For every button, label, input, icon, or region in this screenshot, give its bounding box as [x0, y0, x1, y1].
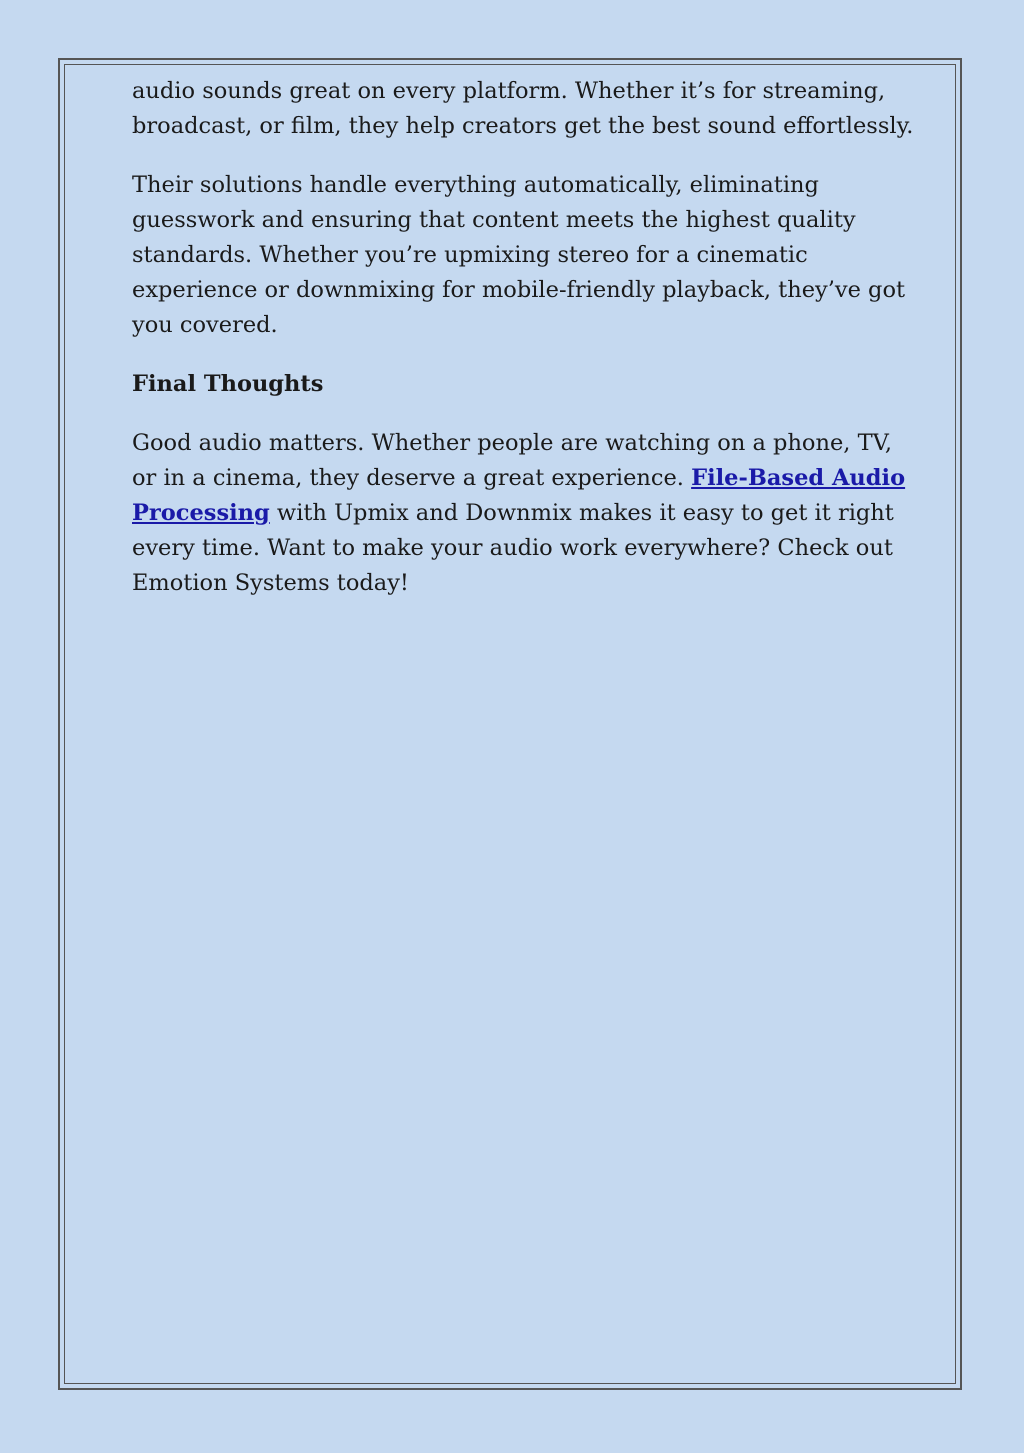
- paragraph-solutions: Their solutions handle everything automatically, eliminating guesswork and ensuring that content meets the highest quality standards. Whether you’re upmixing stereo for a cinematic experience or downmixing for mobile-friendly playback, they’ve got you covered.: [132, 172, 906, 338]
- section-heading: Final Thoughts: [132, 371, 324, 397]
- file-based-audio-processing-link[interactable]: File-Based Audio Processing: [132, 465, 906, 526]
- paragraph-final: [132, 426, 922, 601]
- paragraph-final-end: with Upmix and Downmix makes it easy to get it right every time. Want to make your audio work everywhere? Check out Emotion Systems today!: [132, 500, 894, 596]
- document-body: [132, 74, 922, 625]
- paragraph-intro: audio sounds great on every platform. Whether it’s for streaming, broadcast, or film, they help creators get the best sound effortlessly.: [132, 78, 914, 139]
- paragraph-final-start: Good audio matters. Whether people are watching on a phone, TV, or in a cinema, they deserve a great experience.: [132, 430, 893, 491]
